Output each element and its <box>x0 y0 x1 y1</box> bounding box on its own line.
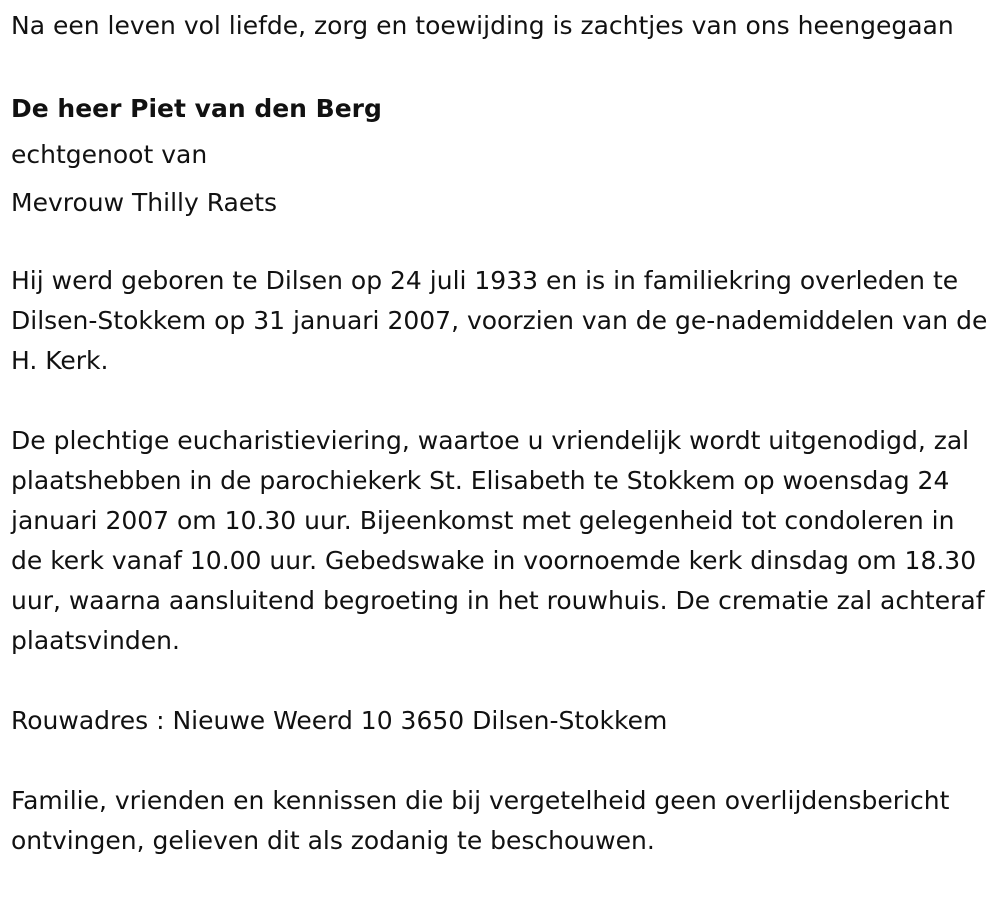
intro-text: Na een leven vol liefde, zorg en toewijding is zachtjes van ons heengegaan <box>11 11 954 40</box>
obituary-text <box>11 6 991 861</box>
birth-death-paragraph: Hij werd geboren te Dilsen op 24 juli 1933 en is in familiekring overleden te Dilsen-Stokkem op 31 januari 2007, voorzien van de ge-nademiddelen van de H. Kerk. <box>11 266 988 375</box>
deceased-name: De heer Piet van den Berg <box>11 94 382 123</box>
ceremony-paragraph: De plechtige eucharistieviering, waartoe u vriendelijk wordt uitgenodigd, zal plaatshebben in de parochiekerk St. Elisabeth te Stokkem op woensdag 24 januari 2007 om 10.30 uur. Bijeenkomst met gelegenheid tot condoleren in de kerk vanaf 10.00 uur. Gebedswake in voornoemde kerk dinsdag om 18.30 uur, waarna aansluitend begroeting in het rouwhuis. De crematie zal achteraf plaatsvinden. <box>11 426 985 655</box>
relation-text: echtgenoot van <box>11 140 208 169</box>
mourning-address: Rouwadres : Nieuwe Weerd 10 3650 Dilsen-Stokkem <box>11 706 668 735</box>
spouse-name: Mevrouw Thilly Raets <box>11 188 278 217</box>
closing-paragraph: Familie, vrienden en kennissen die bij vergetelheid geen overlijdensbericht ontvingen, gelieven dit als zodanig te beschouwen. <box>11 786 950 855</box>
